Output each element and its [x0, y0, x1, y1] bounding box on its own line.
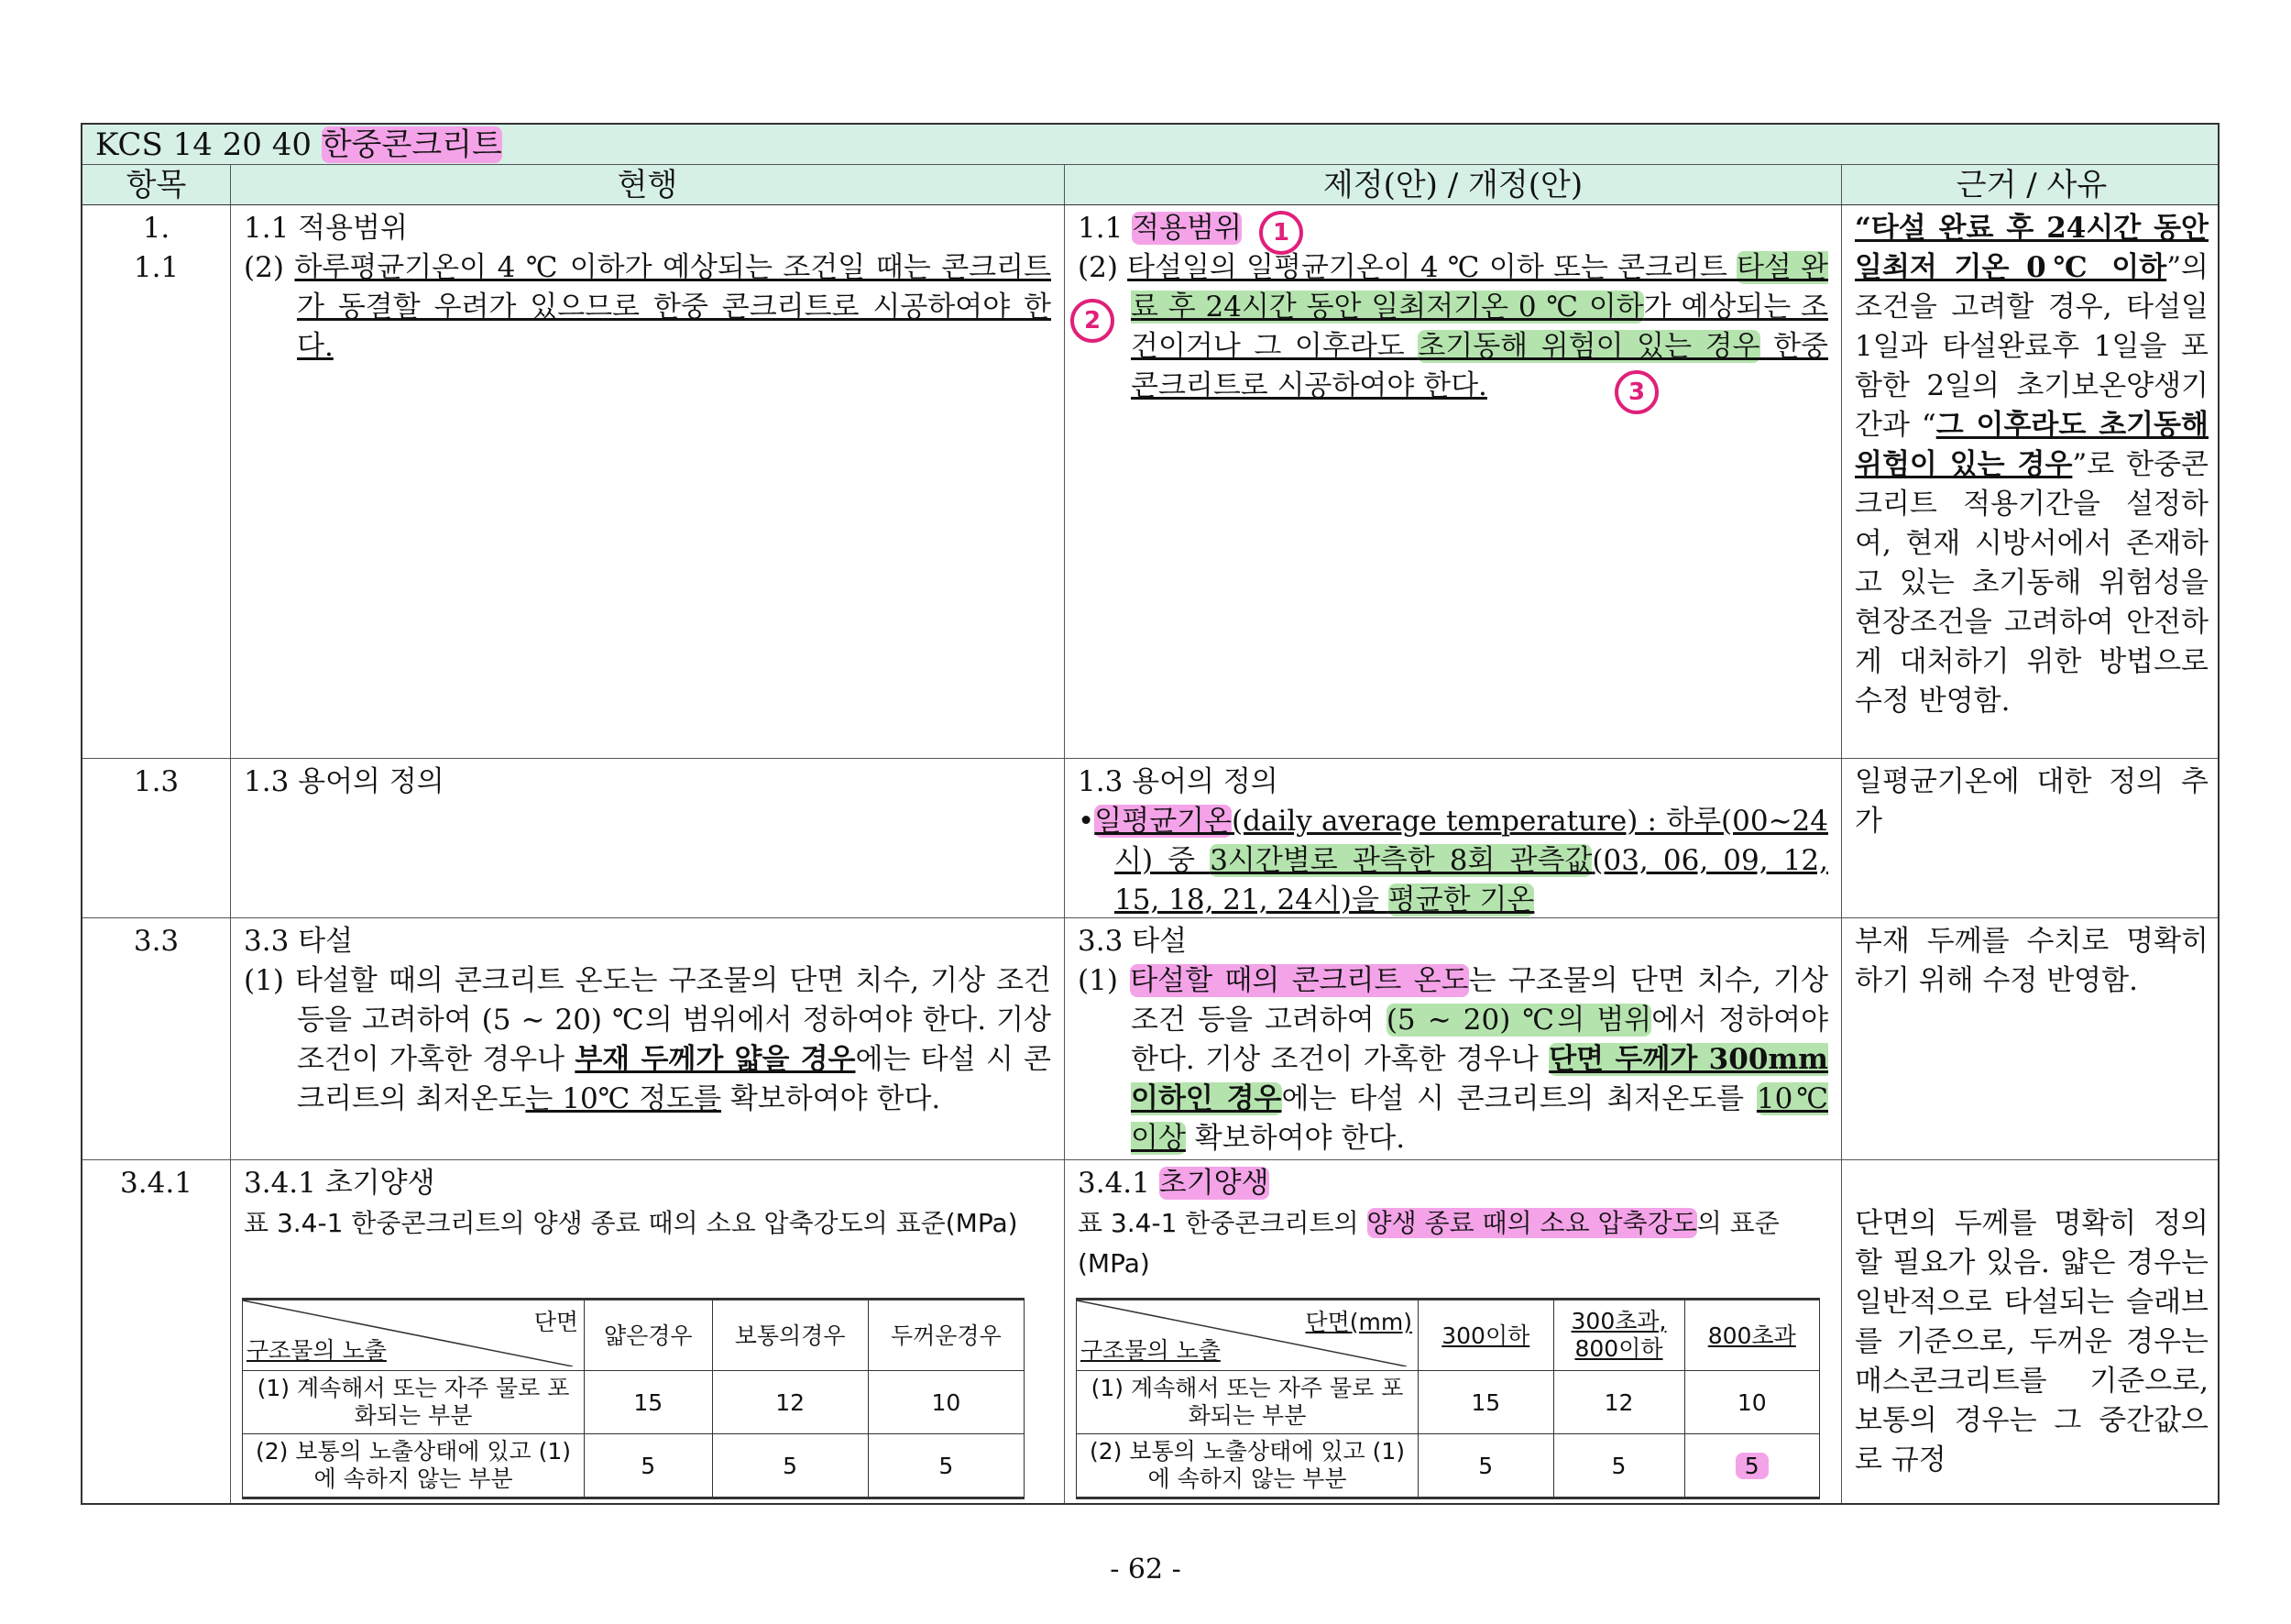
item-number: 1. [142, 212, 170, 245]
clause-text: (2) 타설일의 일평균기온이 4 ℃ 이하 또는 콘크리트 타설 완료 후 24시간 동안 일최저기온 0 ℃ 이하가 예상되는 조건이거나 그 이후라도 초기동해 위험이 있는 경우 한중 콘크리트로 시공하여야 한다. [1078, 251, 1829, 402]
table-value: 10 [868, 1371, 1024, 1434]
reason-cell: 단면의 두께를 명확히 정의할 필요가 있음. 얇은 경우는 일반적으로 타설되는 슬래브를 기준으로, 두꺼운 경우는 매스콘크리트를 기준으로, 보통의 경우는 그 중간값으로 규정 [1855, 1207, 2209, 1476]
item-number: 1.1 [133, 251, 180, 284]
table-row [243, 1371, 1025, 1434]
column-header: 보통의경우 [712, 1300, 868, 1371]
table-value: 12 [1553, 1371, 1684, 1434]
row-label: (2) 보통의 노출상태에 있고 (1)에 속하지 않는 부분 [243, 1434, 585, 1498]
column-header: 800초과 [1684, 1300, 1820, 1371]
header-item: 항목 [82, 165, 231, 204]
reason-cell: “타설 완료 후 24시간 동안 일최저 기온 0℃ 이하”의 조건을 고려할 경우, 타설일 1일과 타설완료후 1일을 포함한 2일의 초기보온양생기간과 “그 이후라도 초기동해 위험이 있는 경우”로 한중콘크리트 적용기간을 설정하여, 현재 시방서에서 존재하고 있는 초기동해 위험성을 현장조건을 고려하여 안전하게 대처하기 위한 방법으로 수정 반영함. [1855, 212, 2209, 718]
table-row [1077, 1434, 1820, 1498]
column-header: 300초과, 800이하 [1553, 1300, 1684, 1371]
clause-text: (1) 타설할 때의 콘크리트 온도는 구조물의 단면 치수, 기상 조건 등을 고려하여 (5 ∼ 20) ℃의 범위에서 정하여야 한다. 기상 조건이 가혹한 경우나 부재 두께가 얇을 경우에는 타설 시 콘크리트의 최저온도는 10℃ 정도를 확보하여야 한다. [244, 964, 1051, 1115]
clause-text: (2) 하루평균기온이 4 ℃ 이하가 예상되는 조건일 때는 콘크리트가 동결할 우려가 있으므로 한중 콘크리트로 시공하여야 한다. [244, 251, 1051, 363]
section-heading: 3.4.1 초기양생 [244, 1167, 435, 1200]
table-row-3-4-1 [82, 1160, 2218, 1503]
strength-table-current [242, 1298, 1025, 1499]
current-cell [231, 759, 1065, 917]
strength-table-proposed [1076, 1298, 1820, 1499]
table-caption: 표 3.4-1 한중콘크리트의 양생 종료 때의 소요 압축강도의 표준(MPa) [1078, 1208, 1780, 1278]
row-label: (2) 보통의 노출상태에 있고 (1)에 속하지 않는 부분 [1077, 1434, 1419, 1498]
table-row [243, 1434, 1025, 1498]
table-value: 12 [712, 1371, 868, 1434]
item-cell: 3.3 [82, 918, 231, 1159]
section-heading: 1.1 적용범위 1 [1078, 209, 1828, 248]
section-heading: 3.3 타설 [1078, 925, 1188, 958]
clause-text: (1) 타설할 때의 콘크리트 온도는 구조물의 단면 치수, 기상 조건 등을 고려하여 (5 ∼ 20) ℃의 범위에서 정하여야 한다. 기상 조건이 가혹한 경우나 단면 두께가 300mm 이하인 경우에는 타설 시 콘크리트의 최저온도를 10℃ 이상 확보하여야 한다. [1078, 964, 1829, 1155]
table-row-1-1 [82, 205, 2218, 759]
corner-bottom-label: 구조물의 노출 [1080, 1337, 1221, 1364]
reason-cell: 일평균기온에 대한 정의 추가 [1855, 765, 2209, 838]
item-cell: 3.4.1 [82, 1160, 231, 1503]
current-cell [231, 1160, 1065, 1503]
table-row [1077, 1371, 1820, 1434]
table-value: 5 [868, 1434, 1024, 1498]
standard-name: 한중콘크리트 [321, 126, 502, 163]
annotation-mark-2: 2 [1070, 299, 1114, 343]
row-label: (1) 계속해서 또는 자주 물로 포화되는 부분 [1077, 1371, 1419, 1434]
section-heading: 3.3 타설 [244, 925, 354, 958]
table-title [82, 125, 2218, 165]
table-value: 15 [585, 1371, 713, 1434]
proposed-cell [1065, 1160, 1842, 1503]
revision-table [81, 123, 2220, 1505]
item-cell: 1.3 [82, 759, 231, 917]
column-header: 얇은경우 [585, 1300, 713, 1371]
proposed-cell [1065, 205, 1842, 758]
table-value: 5 [585, 1434, 713, 1498]
table-value: 10 [1684, 1371, 1820, 1434]
proposed-cell [1065, 759, 1842, 917]
page-number: - 62 - [1110, 1553, 1181, 1586]
table-value: 15 [1419, 1371, 1554, 1434]
annotation-mark-3: 3 [1615, 370, 1659, 414]
current-cell [231, 205, 1065, 758]
section-heading: 1.3 용어의 정의 [244, 765, 444, 798]
row-label: (1) 계속해서 또는 자주 물로 포화되는 부분 [243, 1371, 585, 1434]
item-cell [82, 205, 231, 758]
table-header [82, 165, 2218, 205]
corner-bottom-label: 구조물의 노출 [247, 1337, 387, 1364]
section-heading: 1.1 적용범위 [244, 212, 408, 245]
reason-cell: 부재 두께를 수치로 명확히 하기 위해 수정 반영함. [1855, 925, 2209, 997]
table-row-1-3 [82, 759, 2218, 918]
corner-top-label: 단면(mm) [1305, 1309, 1412, 1335]
current-cell [231, 918, 1065, 1159]
column-header: 두꺼운경우 [868, 1300, 1024, 1371]
standard-code: KCS 14 20 40 [95, 126, 312, 163]
table-caption: 표 3.4-1 한중콘크리트의 양생 종료 때의 소요 압축강도의 표준(MPa) [244, 1208, 1018, 1238]
table-value: 5 [1419, 1434, 1554, 1498]
header-current: 현행 [231, 165, 1065, 204]
corner-top-label: 단면 [533, 1309, 578, 1335]
table-row-3-3 [82, 918, 2218, 1160]
header-reason: 근거 / 사유 [1956, 167, 2108, 203]
column-header: 300이하 [1419, 1300, 1554, 1371]
annotation-mark-1: 1 [1259, 211, 1303, 255]
definition-text: •일평균기온(daily average temperature) : 하루(00∼24시) 중 3시간별로 관측한 8회 관측값(03, 06, 09, 12, 15, 18, 21, 24시)을 평균한 기온 [1078, 805, 1828, 916]
table-corner-cell [1077, 1300, 1419, 1371]
table-value: 5 [712, 1434, 868, 1498]
section-heading: 3.4.1 초기양생 [1078, 1167, 1269, 1200]
table-value: 5 [1684, 1434, 1820, 1498]
table-corner-cell [243, 1300, 585, 1371]
section-heading: 1.3 용어의 정의 [1078, 765, 1278, 798]
proposed-cell [1065, 918, 1842, 1159]
table-value: 5 [1553, 1434, 1684, 1498]
header-proposed: 제정(안) / 개정(안) [1065, 165, 1842, 204]
